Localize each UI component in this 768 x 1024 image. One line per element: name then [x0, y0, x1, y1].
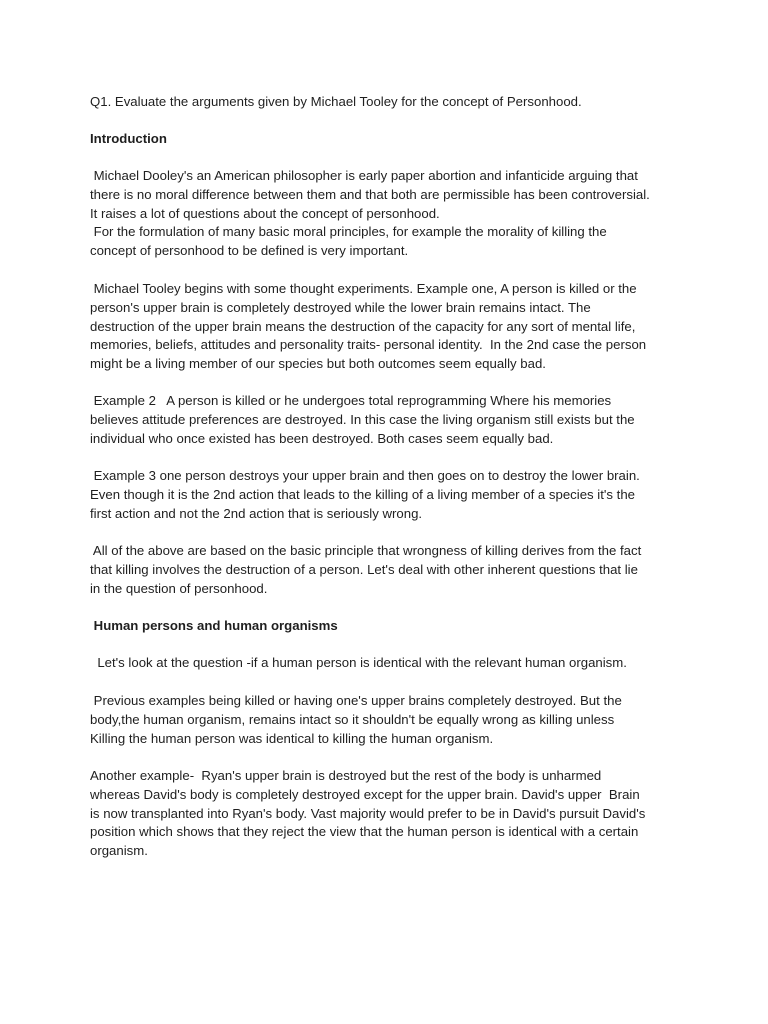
paragraph-line: Even though it is the 2nd action that leads to the killing of a living member of a species it's the [90, 487, 635, 502]
paragraph-line: Example 3 one person destroys your upper brain and then goes on to destroy the lower brain. [90, 468, 640, 483]
paragraph-line: in the question of personhood. [90, 581, 268, 596]
section-heading: Human persons and human organisms [90, 618, 338, 633]
paragraph-line: is now transplanted into Ryan's body. Vast majority would prefer to be in David's pursuit David's [90, 806, 646, 821]
paragraph-line: Killing the human person was identical to killing the human organism. [90, 731, 494, 746]
paragraph-line: first action and not the 2nd action that is seriously wrong. [90, 506, 423, 521]
paragraph-line: position which shows that they reject the view that the human person is identical with a certain [90, 824, 639, 839]
paragraph-line: Michael Dooley's an American philosopher is early paper abortion and infanticide arguing that [90, 168, 638, 183]
paragraph-line: destruction of the upper brain means the destruction of the capacity for any sort of mental life, [90, 319, 636, 334]
paragraph-line: that killing involves the destruction of a person. Let's deal with other inherent questions that lie [90, 562, 638, 577]
paragraph-line: Previous examples being killed or having one's upper brains completely destroyed. But the [90, 693, 622, 708]
paragraph-line: concept of personhood to be defined is very important. [90, 243, 409, 258]
paragraph-line: Michael Tooley begins with some thought experiments. Example one, A person is killed or the [90, 281, 637, 296]
paragraph-line: Another example- Ryan's upper brain is destroyed but the rest of the body is unharmed [90, 768, 602, 783]
paragraph-line: whereas David's body is completely destroyed except for the upper brain. David's upper Brain [90, 787, 640, 802]
paragraph-line: might be a living member of our species but both outcomes seem equally bad. [90, 356, 546, 371]
paragraph-line: It raises a lot of questions about the concept of personhood. [90, 206, 440, 221]
question-title: Q1. Evaluate the arguments given by Michael Tooley for the concept of Personhood. [90, 94, 582, 109]
paragraph-line: memories, beliefs, attitudes and personality traits- personal identity. In the 2nd case the person [90, 337, 647, 352]
introduction-heading: Introduction [90, 131, 167, 146]
paragraph-line: For the formulation of many basic moral principles, for example the morality of killing the [90, 224, 607, 239]
paragraph-line: body,the human organism, remains intact so it shouldn't be equally wrong as killing unless [90, 712, 615, 727]
paragraph-line: there is no moral difference between them and that both are permissible has been controversial. [90, 187, 650, 202]
paragraph-line: Example 2 A person is killed or he undergoes total reprogramming Where his memories [90, 393, 612, 408]
paragraph-line: person's upper brain is completely destroyed while the lower brain remains intact. The [90, 300, 591, 315]
paragraph-line: All of the above are based on the basic principle that wrongness of killing derives from the fact [90, 543, 642, 558]
paragraph-line: Let's look at the question -if a human person is identical with the relevant human organism. [90, 655, 627, 670]
paragraph-line: organism. [90, 843, 148, 858]
paragraph-line: believes attitude preferences are destroyed. In this case the living organism still exists but the [90, 412, 635, 427]
paragraph-line: individual who once existed has been destroyed. Both cases seem equally bad. [90, 431, 554, 446]
